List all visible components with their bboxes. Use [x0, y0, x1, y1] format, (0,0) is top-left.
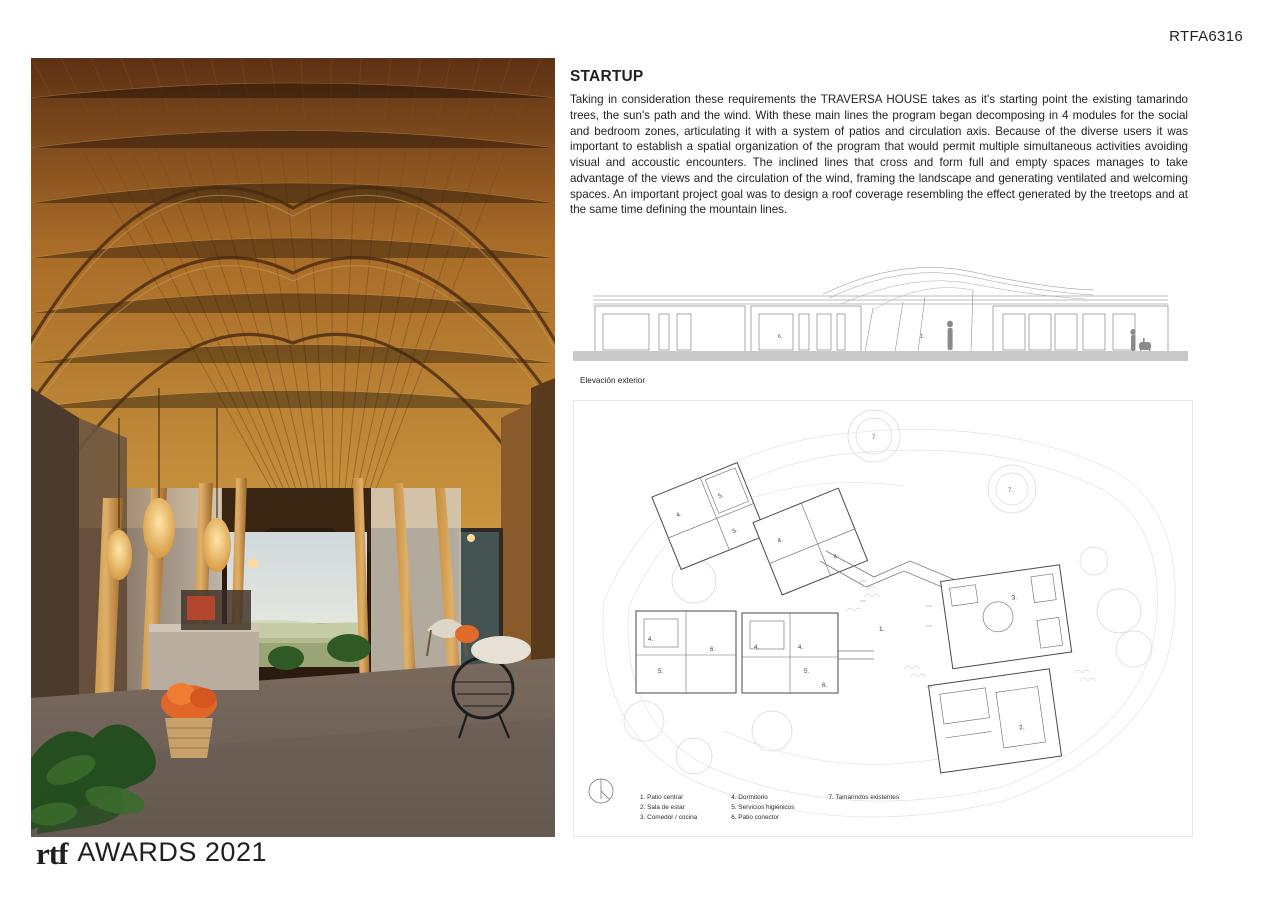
- svg-text:5.: 5.: [658, 669, 664, 675]
- svg-text:5.: 5.: [731, 527, 739, 536]
- svg-text:1.: 1.: [920, 334, 925, 340]
- legend-column-1: [640, 793, 697, 823]
- svg-text:6.: 6.: [778, 334, 783, 340]
- svg-text:4.: 4.: [776, 537, 784, 545]
- svg-text:4.: 4.: [754, 645, 760, 651]
- svg-text:4.: 4.: [675, 511, 683, 519]
- exterior-elevation-drawing: [573, 250, 1188, 390]
- startup-section: [570, 68, 1188, 218]
- svg-text:4.: 4.: [833, 553, 840, 561]
- legend-item: 2. Sala de estar: [640, 803, 685, 811]
- legend-item: 6. Patio conector: [731, 813, 780, 821]
- svg-text:4.: 4.: [648, 637, 654, 643]
- svg-text:2.: 2.: [1018, 723, 1026, 732]
- svg-text:7.: 7.: [1008, 488, 1014, 494]
- svg-text:5.: 5.: [717, 492, 725, 500]
- document-code: RTFA6316: [1169, 28, 1243, 45]
- section-title: STARTUP: [570, 68, 644, 85]
- footer-logo: [36, 836, 267, 871]
- interior-bamboo-pavilion-photo: [31, 58, 555, 837]
- legend-column-3: [828, 793, 899, 823]
- legend-item: 3. Comedor / cocina: [640, 813, 698, 821]
- awards-label: AWARDS 2021: [77, 837, 267, 867]
- legend-item: 1. Patio central: [640, 794, 683, 801]
- elevation-caption: Elevación exterior: [580, 376, 646, 385]
- svg-text:5.: 5.: [804, 669, 810, 675]
- legend-item: 5. Servicios higiénicos: [731, 803, 795, 811]
- rtf-logo-mark: rtf: [36, 836, 68, 871]
- plan-legend: [640, 793, 1070, 823]
- svg-text:3.: 3.: [1011, 594, 1018, 602]
- svg-text:1.: 1.: [879, 626, 885, 633]
- legend-item: 7. Tamarindos existentes: [828, 794, 900, 801]
- legend-item: 4. Dormitorio: [731, 794, 768, 801]
- site-plan-drawing: [573, 400, 1193, 837]
- svg-text:6.: 6.: [822, 683, 828, 689]
- legend-column-2: [731, 793, 794, 823]
- svg-text:6.: 6.: [710, 647, 716, 653]
- svg-text:4.: 4.: [798, 645, 804, 651]
- section-body-text: Taking in consideration these requirements the TRAVERSA HOUSE takes as it's starting point the existing tamarindo trees, the sun's path and the wind. With these main lines the program began decomposing in 4 modules for the social and bedroom zones, articulating it with a system of patios and circulation axis. Because of the diverse users it was important to establish a spatial organization of the program that would permit multiple simultaneous activities avoiding visual and accoustic encounters. The inclined lines that cross and form full and empty spaces manages to take advantage of the views and the circulation of the wind, framing the landscape and generating ventilated and welcoming spaces. An important project goal was to design a roof coverage resembling the effect generated by the treetops and at the same time defining the mountain lines.: [570, 93, 1188, 217]
- svg-text:7.: 7.: [872, 435, 878, 441]
